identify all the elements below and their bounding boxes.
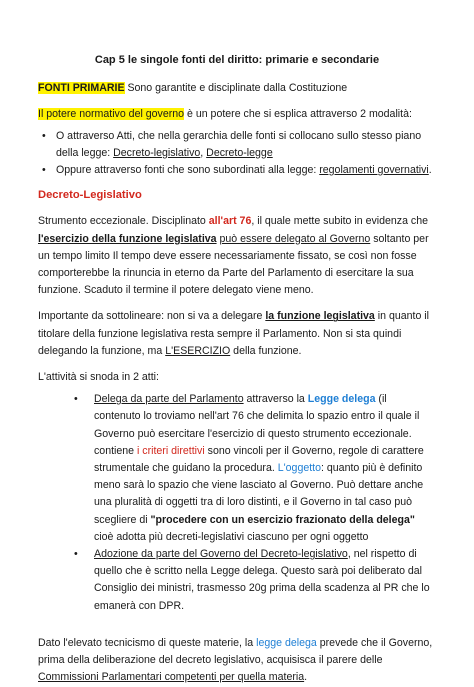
p2-text-a: Importante da sottolineare: non si va a delegare (38, 310, 266, 323)
fonti-primarie-text: Sono garantite e disciplinate dalla Costituzione (124, 82, 348, 95)
fonti-primarie-line (38, 80, 436, 97)
criteri-direttivi: i criteri direttivi (137, 444, 205, 457)
p4-text-a: Dato l'elevato tecnicismo di queste materie, la (38, 636, 257, 649)
link-regolamenti: regolamenti governativi (319, 164, 429, 177)
potere-text: è un potere che si esplica attraverso 2 modalità: (184, 108, 412, 121)
atti-list (38, 391, 436, 615)
fonti-primarie-label: FONTI PRIMARIE (38, 82, 125, 95)
bullet-icon: • (42, 164, 46, 177)
atto-1-text-b: attraverso la (243, 393, 308, 406)
p1-text-d: soltanto per un tempo limito Il tempo deve essere necessariamente fissato, se così non fosse comporterebbe la rinuncia in eterno da Parte del Parlamento di esercitare la sua funzione. Scaduto il termine il potere delegato viene meno. (38, 232, 429, 297)
p1-underline: può essere delegato al Governo (219, 232, 371, 245)
potere-highlight: Il potere normativo del governo (38, 108, 185, 121)
list-item (38, 391, 436, 546)
paragraph-3: L'attività si snoda in 2 atti: (38, 371, 159, 384)
modalita-list (38, 128, 436, 180)
paragraph-1 (38, 213, 436, 299)
atto-1-text-f: cioè adotta più decreti-legislativi ciascuno per ogni oggetto (94, 530, 369, 543)
paragraph-4 (38, 635, 436, 687)
legge-delega-ref-2: legge delega (256, 636, 317, 649)
bullet-icon: • (74, 548, 78, 561)
commissioni-ref: Commissioni Parlamentari competenti per quella materia (38, 671, 305, 684)
paragraph-2 (38, 308, 436, 360)
list-item (38, 128, 436, 162)
page-title: Cap 5 le singole fonti del diritto: primarie e secondarie (94, 54, 380, 66)
list-end: . (428, 164, 432, 177)
atto-1-text-d: sono vincoli per il Governo, regole di carattere strumentale che guidano la procedura. (94, 444, 424, 475)
p1-bold-underline: l'esercizio della funzione legislativa (38, 232, 217, 245)
legge-delega-ref: Legge delega (307, 393, 376, 406)
p2-underline: L'ESERCIZIO (165, 344, 231, 357)
oggetto-ref: L'oggetto (277, 462, 322, 475)
p1-text-b: , il quale mette subito in evidenza che (251, 215, 429, 228)
list-item (38, 546, 436, 615)
atto-1-text-e: : quanto più è definito meno sarà lo spazio che viene lasciato al Governo. Può dettare anche una pluralità di oggetti tra di loro distinti, e il Governo in tal caso può scegliere di (94, 462, 424, 526)
p1-text-a: Strumento eccezionale. Disciplinato (38, 215, 209, 228)
p2-text-b: in quanto il titolare della funzione legislativa resta sempre il Parlamento. Non si sta quindi delegando la funzione, ma (38, 310, 430, 357)
art-76-ref: all'art 76 (208, 215, 252, 228)
list-text: Oppure attraverso fonti che sono subordinati alla legge: (56, 164, 320, 177)
list-text: O attraverso Atti, che nella gerarchia delle fonti si collocano sullo stesso piano della legge: (56, 129, 422, 159)
atto-2-title: Adozione da parte del Governo del Decreto-legislativo (94, 548, 348, 561)
list-item (38, 162, 436, 179)
p4-text-b: prevede che il Governo, prima della deliberazione del decreto legislativo, acquisisca il parere delle (38, 636, 433, 667)
link-decreto-legge: Decreto-legge (206, 146, 273, 159)
bullet-icon: • (42, 129, 46, 142)
p2-bold-underline: la funzione legislativa (265, 310, 375, 323)
list-sep: , (200, 146, 207, 159)
atto-1-bold: "procedere con un esercizio frazionato della delega" (150, 513, 415, 526)
atto-2-text: , nel rispetto di quello che è scritto nella Legge delega. Questo sarà poi deliberato dal Consiglio dei ministri, trasmesso 20g prima della scadenza al PR che lo emanerà con DPR. (94, 548, 430, 612)
section-heading: Decreto-Legislativo (38, 189, 142, 202)
potere-line (38, 106, 436, 123)
p2-text-c: della funzione. (230, 344, 302, 357)
atto-1-title: Delega da parte del Parlamento (94, 393, 244, 406)
bullet-icon: • (74, 393, 78, 406)
link-decreto-legislativo: Decreto-legislativo (113, 146, 201, 159)
p4-end: . (304, 671, 308, 684)
atto-1-text-c: (il contenuto lo troviamo nell'art 76 che delimita lo spazio entro il quale il Governo può esercitare l'esercizio di questo strumento eccezionale. contiene (94, 393, 420, 457)
